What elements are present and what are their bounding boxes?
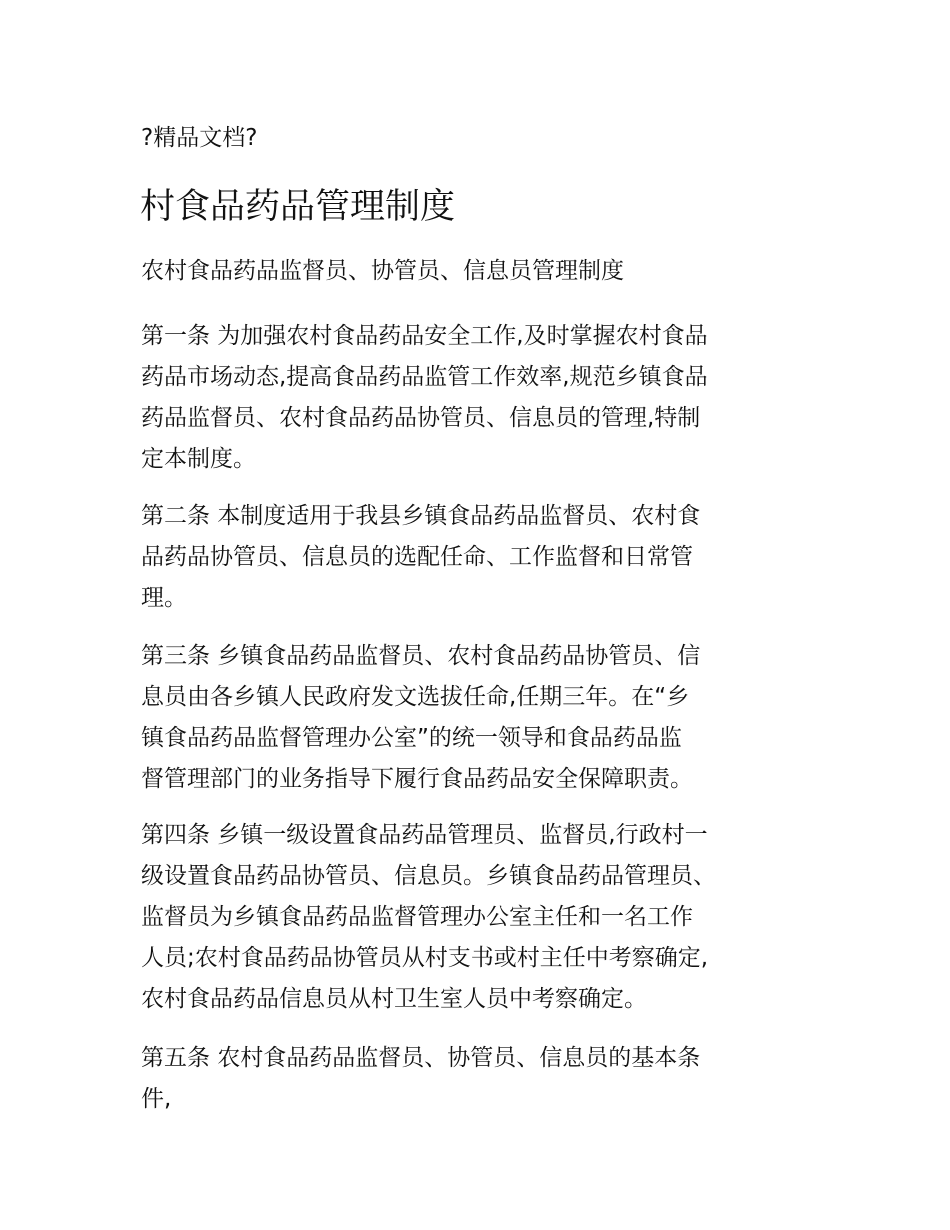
article-line: 级设置食品药品协管员、信息员。乡镇食品药品管理员、 (141, 863, 716, 889)
article-1 (141, 316, 821, 480)
article-line: 理。 (141, 585, 187, 611)
article-line: 品药品协管员、信息员的选配任命、工作监督和日常管 (141, 544, 693, 570)
document-title: 村食品药品管理制度 (140, 187, 456, 227)
article-4 (141, 815, 821, 1020)
article-5 (141, 1038, 821, 1120)
document-subtitle: 农村食品药品监督员、协管员、信息员管理制度 (141, 258, 624, 284)
article-line: 第三条 乡镇食品药品监督员、农村食品药品协管员、信 (141, 643, 701, 669)
article-line: 督管理部门的业务指导下履行食品药品安全保障职责。 (141, 766, 693, 792)
article-line: 件, (141, 1086, 172, 1112)
article-line: 人员;农村食品药品协管员从村支书或村主任中考察确定, (141, 945, 709, 971)
article-line: 监督员为乡镇食品药品监督管理办公室主任和一名工作 (141, 904, 693, 930)
article-line: 第五条 农村食品药品监督员、协管员、信息员的基本条 (141, 1045, 701, 1071)
article-2 (141, 496, 821, 619)
article-line: 镇食品药品监督管理办公室”的统一领导和食品药品监 (141, 725, 682, 751)
article-line: 农村食品药品信息员从村卫生室人员中考察确定。 (141, 986, 647, 1012)
article-3 (141, 636, 821, 800)
article-line: 第一条 为加强农村食品药品安全工作,及时掌握农村食品 (141, 323, 708, 349)
article-line: 药品监督员、农村食品药品协管员、信息员的管理,特制 (141, 405, 701, 431)
article-line: 第二条 本制度适用于我县乡镇食品药品监督员、农村食 (141, 503, 701, 529)
article-line: 药品市场动态,提高食品药品监管工作效率,规范乡镇食品 (141, 364, 708, 390)
article-line: 第四条 乡镇一级设置食品药品管理员、监督员,行政村一 (141, 822, 708, 848)
document-header: ?精品文档? (141, 125, 258, 151)
article-line: 定本制度。 (141, 446, 256, 472)
article-line: 息员由各乡镇人民政府发文选拔任命,任期三年。在“乡 (141, 684, 690, 710)
